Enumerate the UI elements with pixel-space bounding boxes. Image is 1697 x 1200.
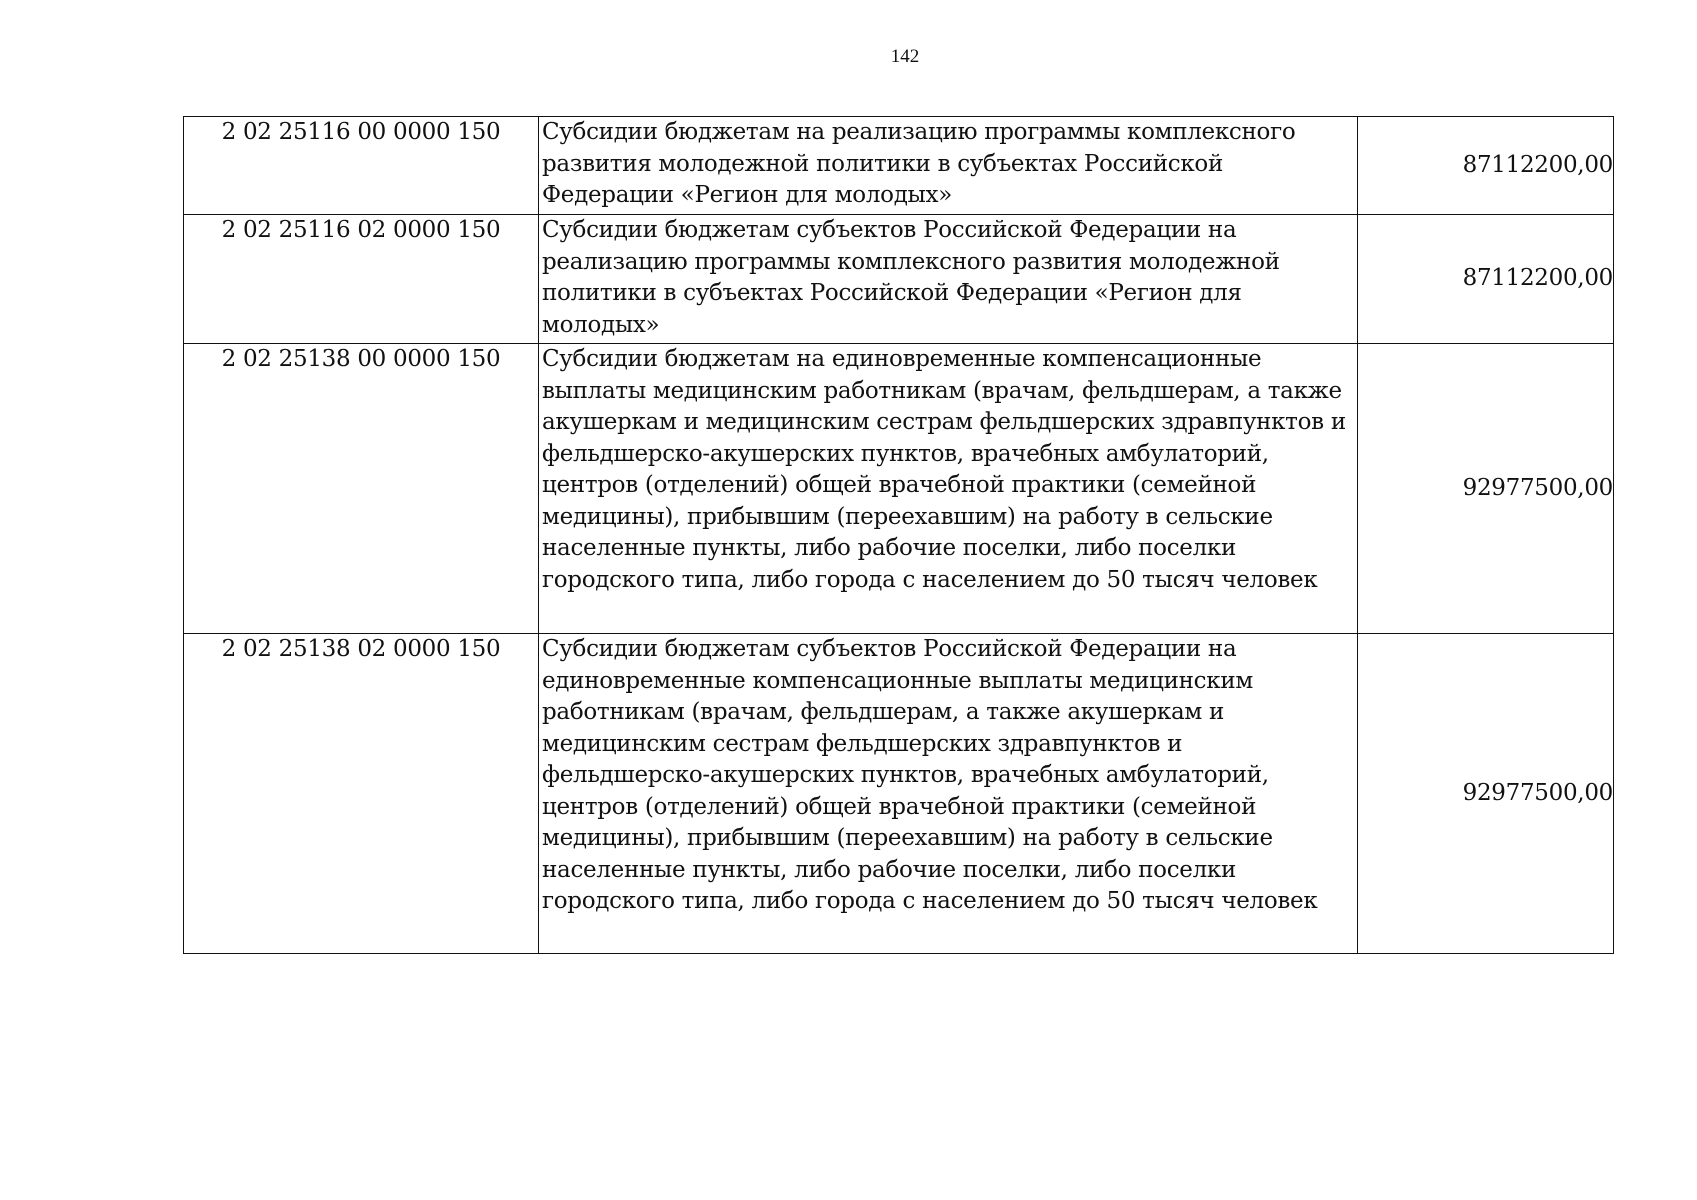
- description-cell: Субсидии бюджетам на реализацию программы комплексного развития молодежной политики в субъектах Российской Федерации «Регион для молодых»: [539, 117, 1358, 215]
- description-cell: Субсидии бюджетам субъектов Российской Федерации на реализацию программы комплексного развития молодежной политики в субъектах Российской Федерации «Регион для молодых»: [539, 215, 1358, 344]
- table-row: [184, 215, 1614, 344]
- budget-code-cell: 2 02 25138 02 0000 150: [184, 634, 539, 954]
- table-row: [184, 344, 1614, 634]
- table-row: [184, 634, 1614, 954]
- budget-revenue-table: [183, 116, 1614, 954]
- budget-code-cell: 2 02 25116 00 0000 150: [184, 117, 539, 215]
- amount-cell: 87112200,00: [1358, 117, 1614, 215]
- description-cell: Субсидии бюджетам на единовременные компенсационные выплаты медицинским работникам (врачам, фельдшерам, а также акушеркам и медицинским сестрам фельдшерских здравпунктов и фельдшерско-акушерских пунктов, врачебных амбулаторий, центров (отделений) общей врачебной практики (семейной медицины), прибывшим (переехавшим) на работу в сельские населенные пункты, либо рабочие поселки, либо поселки городского типа, либо города с населением до 50 тысяч человек: [539, 344, 1358, 634]
- budget-code-cell: 2 02 25138 00 0000 150: [184, 344, 539, 634]
- description-cell: Субсидии бюджетам субъектов Российской Федерации на единовременные компенсационные выплаты медицинским работникам (врачам, фельдшерам, а также акушеркам и медицинским сестрам фельдшерских здравпунктов и фельдшерско-акушерских пунктов, врачебных амбулаторий, центров (отделений) общей врачебной практики (семейной медицины), прибывшим (переехавшим) на работу в сельские населенные пункты, либо рабочие поселки, либо поселки городского типа, либо города с населением до 50 тысяч человек: [539, 634, 1358, 954]
- amount-cell: 92977500,00: [1358, 634, 1614, 954]
- amount-cell: 92977500,00: [1358, 344, 1614, 634]
- amount-cell: 87112200,00: [1358, 215, 1614, 344]
- table-row: [184, 117, 1614, 215]
- budget-code-cell: 2 02 25116 02 0000 150: [184, 215, 539, 344]
- page-number: 142: [890, 46, 920, 67]
